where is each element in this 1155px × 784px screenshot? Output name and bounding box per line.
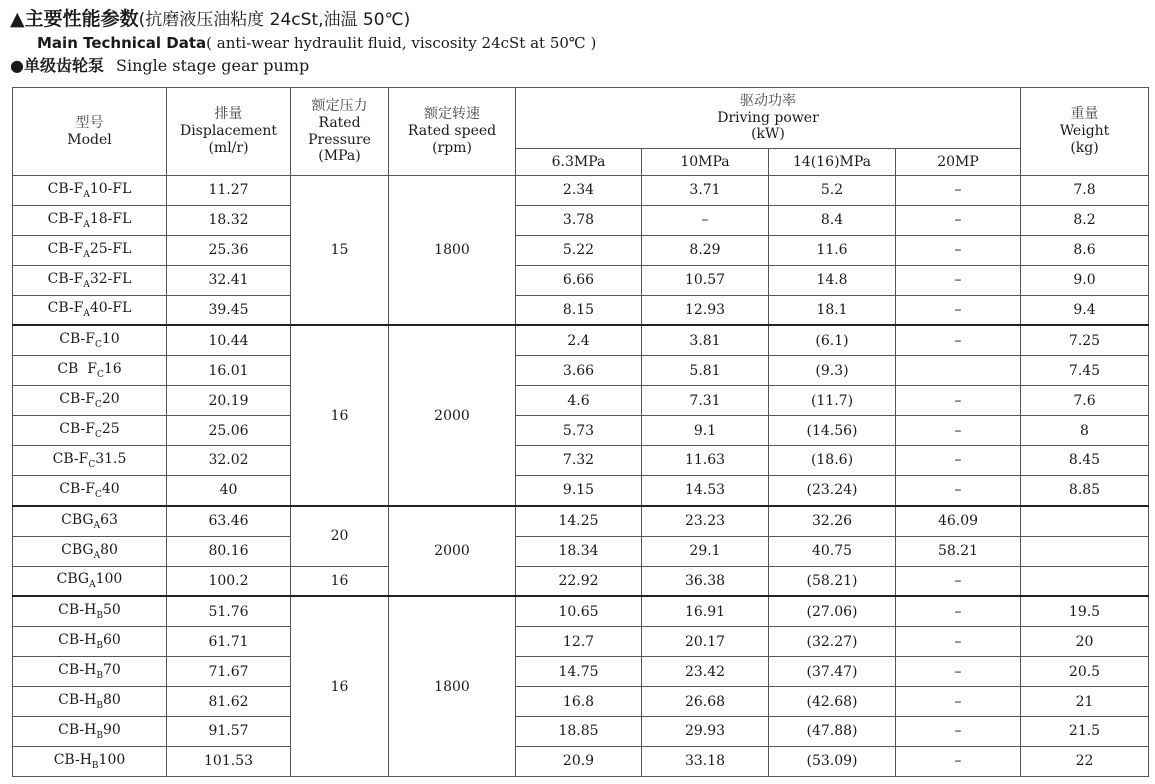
- power-20mp-cell: 58.21: [896, 536, 1021, 566]
- power-6-3mpa-cell: 2.4: [516, 325, 642, 355]
- model-cell: $CB-F_A18-FL$: [13, 205, 167, 235]
- power-14-16mpa-cell: (18.6): [769, 446, 896, 476]
- power-6-3mpa-cell: 16.8: [516, 687, 642, 717]
- power-20mp-cell: –: [896, 295, 1021, 325]
- title-cn-sub: (抗磨液压油粘度 24cSt,油温 50℃): [138, 10, 411, 30]
- power-20mp-cell: –: [896, 746, 1021, 776]
- power-20mp-cell: –: [896, 446, 1021, 476]
- power-10mpa-cell: 16.91: [642, 596, 769, 626]
- power-6-3mpa-cell: 9.15: [516, 475, 642, 505]
- header-driving-power: 驱动功率 Driving power (kW): [516, 88, 1021, 149]
- power-10mpa-cell: 12.93: [642, 295, 769, 325]
- power-6-3mpa-cell: 3.78: [516, 205, 642, 235]
- speed-cell: 1800: [389, 596, 516, 776]
- power-6-3mpa-cell: 5.73: [516, 416, 642, 446]
- table-row: [13, 356, 1149, 386]
- power-10mpa-cell: 36.38: [642, 566, 769, 596]
- power-10mpa-cell: –: [642, 205, 769, 235]
- model-cell: $CB-F_A40-FL$: [13, 295, 167, 325]
- model-cell: $CBG_A63$: [13, 506, 167, 536]
- weight-cell: 7.6: [1021, 386, 1149, 416]
- speed-cell: 2000: [389, 325, 516, 505]
- displacement-cell: 61.71: [167, 627, 291, 657]
- power-10mpa-cell: 11.63: [642, 446, 769, 476]
- table-row: [13, 325, 1149, 355]
- model-cell: $CB-F_C20$: [13, 386, 167, 416]
- table-row: [13, 746, 1149, 776]
- weight-cell: 7.8: [1021, 176, 1149, 206]
- weight-cell: 19.5: [1021, 596, 1149, 626]
- power-14-16mpa-cell: 8.4: [769, 205, 896, 235]
- power-20mp-cell: [896, 356, 1021, 386]
- displacement-cell: 11.27: [167, 176, 291, 206]
- header-rated-pressure: 额定压力 Rated Pressure (MPa): [291, 88, 389, 176]
- power-10mpa-cell: 14.53: [642, 475, 769, 505]
- power-6-3mpa-cell: 6.66: [516, 265, 642, 295]
- displacement-cell: 10.44: [167, 325, 291, 355]
- weight-cell: 7.45: [1021, 356, 1149, 386]
- weight-cell: 20.5: [1021, 657, 1149, 687]
- displacement-cell: 63.46: [167, 506, 291, 536]
- table-row: [13, 235, 1149, 265]
- power-14-16mpa-cell: (47.88): [769, 717, 896, 747]
- spec-table: [12, 87, 1149, 777]
- section-heading: [10, 54, 1150, 78]
- model-cell: $CB-F_A32-FL$: [13, 265, 167, 295]
- bullet-dot-icon: ●: [10, 56, 24, 75]
- power-10mpa-cell: 10.57: [642, 265, 769, 295]
- power-6-3mpa-cell: 10.65: [516, 596, 642, 626]
- weight-cell: 9.4: [1021, 295, 1149, 325]
- table-row: [13, 416, 1149, 446]
- table-row: [13, 627, 1149, 657]
- table-row: [13, 446, 1149, 476]
- power-14-16mpa-cell: (27.06): [769, 596, 896, 626]
- pressure-cell: 16: [291, 566, 389, 596]
- weight-cell: 7.25: [1021, 325, 1149, 355]
- weight-cell: [1021, 506, 1149, 536]
- header-power-14-16mpa: 14(16)MPa: [769, 149, 896, 176]
- table-row: [13, 295, 1149, 325]
- power-14-16mpa-cell: 18.1: [769, 295, 896, 325]
- power-10mpa-cell: 23.42: [642, 657, 769, 687]
- power-6-3mpa-cell: 8.15: [516, 295, 642, 325]
- power-14-16mpa-cell: (6.1): [769, 325, 896, 355]
- power-10mpa-cell: 23.23: [642, 506, 769, 536]
- displacement-cell: 40: [167, 475, 291, 505]
- table-header: [13, 88, 1149, 176]
- displacement-cell: 81.62: [167, 687, 291, 717]
- displacement-cell: 51.76: [167, 596, 291, 626]
- pressure-cell: 20: [291, 506, 389, 566]
- weight-cell: 8.85: [1021, 475, 1149, 505]
- power-10mpa-cell: 3.81: [642, 325, 769, 355]
- model-cell: $CB-F_A25-FL$: [13, 235, 167, 265]
- header-displacement: 排量 Displacement (ml/r): [167, 88, 291, 176]
- power-14-16mpa-cell: (9.3): [769, 356, 896, 386]
- table-row: [13, 596, 1149, 626]
- displacement-cell: 25.36: [167, 235, 291, 265]
- header-model: 型号 Model: [13, 88, 167, 176]
- table-row: [13, 386, 1149, 416]
- table-row: [13, 687, 1149, 717]
- table-row: [13, 536, 1149, 566]
- power-20mp-cell: 46.09: [896, 506, 1021, 536]
- power-10mpa-cell: 20.17: [642, 627, 769, 657]
- pressure-cell: 16: [291, 596, 389, 776]
- weight-cell: [1021, 566, 1149, 596]
- header-weight: 重量 Weight (kg): [1021, 88, 1149, 176]
- displacement-cell: 16.01: [167, 356, 291, 386]
- weight-cell: 20: [1021, 627, 1149, 657]
- title-line-cn: [10, 6, 1150, 32]
- displacement-cell: 80.16: [167, 536, 291, 566]
- power-14-16mpa-cell: 14.8: [769, 265, 896, 295]
- power-20mp-cell: –: [896, 176, 1021, 206]
- model-cell: CB $F_C16$: [13, 356, 167, 386]
- displacement-cell: 20.19: [167, 386, 291, 416]
- table-row: [13, 506, 1149, 536]
- model-cell: $CB-F_C40$: [13, 475, 167, 505]
- power-6-3mpa-cell: 3.66: [516, 356, 642, 386]
- table-row: [13, 265, 1149, 295]
- power-10mpa-cell: 3.71: [642, 176, 769, 206]
- header-power-6-3mpa: 6.3MPa: [516, 149, 642, 176]
- power-6-3mpa-cell: 12.7: [516, 627, 642, 657]
- model-cell: $CB-H_B90$: [13, 717, 167, 747]
- power-6-3mpa-cell: 18.34: [516, 536, 642, 566]
- power-20mp-cell: –: [896, 205, 1021, 235]
- power-20mp-cell: –: [896, 717, 1021, 747]
- power-14-16mpa-cell: 11.6: [769, 235, 896, 265]
- power-10mpa-cell: 33.18: [642, 746, 769, 776]
- displacement-cell: 71.67: [167, 657, 291, 687]
- triangle-marker-icon: ▲: [10, 8, 25, 30]
- header-power-10mpa: 10MPa: [642, 149, 769, 176]
- power-14-16mpa-cell: (42.68): [769, 687, 896, 717]
- table-row: [13, 176, 1149, 206]
- power-14-16mpa-cell: 5.2: [769, 176, 896, 206]
- power-14-16mpa-cell: 32.26: [769, 506, 896, 536]
- power-10mpa-cell: 8.29: [642, 235, 769, 265]
- power-10mpa-cell: 9.1: [642, 416, 769, 446]
- displacement-cell: 39.45: [167, 295, 291, 325]
- pressure-cell: 15: [291, 176, 389, 326]
- model-cell: $CB-F_C25$: [13, 416, 167, 446]
- weight-cell: 8: [1021, 416, 1149, 446]
- displacement-cell: 100.2: [167, 566, 291, 596]
- model-cell: $CBG_A80$: [13, 536, 167, 566]
- displacement-cell: 101.53: [167, 746, 291, 776]
- weight-cell: [1021, 536, 1149, 566]
- power-20mp-cell: –: [896, 657, 1021, 687]
- weight-cell: 8.45: [1021, 446, 1149, 476]
- page-header: [10, 6, 1150, 78]
- power-6-3mpa-cell: 14.25: [516, 506, 642, 536]
- power-6-3mpa-cell: 22.92: [516, 566, 642, 596]
- speed-cell: 2000: [389, 506, 516, 597]
- power-20mp-cell: –: [896, 265, 1021, 295]
- displacement-cell: 32.41: [167, 265, 291, 295]
- table-body: [13, 176, 1149, 777]
- displacement-cell: 32.02: [167, 446, 291, 476]
- power-20mp-cell: –: [896, 386, 1021, 416]
- power-10mpa-cell: 26.68: [642, 687, 769, 717]
- speed-cell: 1800: [389, 176, 516, 326]
- power-20mp-cell: –: [896, 596, 1021, 626]
- weight-cell: 8.6: [1021, 235, 1149, 265]
- model-cell: $CB-F_C10$: [13, 325, 167, 355]
- title-line-en: [37, 32, 1150, 54]
- power-20mp-cell: –: [896, 325, 1021, 355]
- model-cell: $CB-H_B80$: [13, 687, 167, 717]
- power-14-16mpa-cell: (11.7): [769, 386, 896, 416]
- power-6-3mpa-cell: 2.34: [516, 176, 642, 206]
- model-cell: $CB-H_B100$: [13, 746, 167, 776]
- power-10mpa-cell: 29.1: [642, 536, 769, 566]
- power-6-3mpa-cell: 7.32: [516, 446, 642, 476]
- section-title-en: Single stage gear pump: [115, 56, 310, 75]
- power-20mp-cell: –: [896, 235, 1021, 265]
- header-power-20mp: 20MP: [896, 149, 1021, 176]
- power-6-3mpa-cell: 20.9: [516, 746, 642, 776]
- pressure-cell: 16: [291, 325, 389, 505]
- weight-cell: 22: [1021, 746, 1149, 776]
- table-row: [13, 717, 1149, 747]
- title-cn: 主要性能参数: [24, 8, 139, 30]
- weight-cell: 8.2: [1021, 205, 1149, 235]
- power-10mpa-cell: 5.81: [642, 356, 769, 386]
- power-10mpa-cell: 29.93: [642, 717, 769, 747]
- displacement-cell: 18.32: [167, 205, 291, 235]
- weight-cell: 9.0: [1021, 265, 1149, 295]
- power-20mp-cell: –: [896, 687, 1021, 717]
- power-14-16mpa-cell: (32.27): [769, 627, 896, 657]
- table-row: [13, 475, 1149, 505]
- table-row: [13, 566, 1149, 596]
- title-en-sub: ( anti-wear hydraulit fluid, viscosity 24cSt at 50℃ ): [206, 34, 597, 52]
- model-cell: $CB-H_B60$: [13, 627, 167, 657]
- power-20mp-cell: –: [896, 475, 1021, 505]
- displacement-cell: 25.06: [167, 416, 291, 446]
- model-cell: $CB-F_A10-FL$: [13, 176, 167, 206]
- model-cell: $CB-F_C31.5$: [13, 446, 167, 476]
- power-6-3mpa-cell: 5.22: [516, 235, 642, 265]
- model-cell: $CB-H_B70$: [13, 657, 167, 687]
- displacement-cell: 91.57: [167, 717, 291, 747]
- table-row: [13, 205, 1149, 235]
- section-title-cn: 单级齿轮泵: [23, 56, 104, 75]
- power-20mp-cell: –: [896, 566, 1021, 596]
- title-en: Main Technical Data: [37, 34, 207, 52]
- header-rated-speed: 额定转速 Rated speed (rpm): [389, 88, 516, 176]
- power-10mpa-cell: 7.31: [642, 386, 769, 416]
- power-20mp-cell: –: [896, 627, 1021, 657]
- weight-cell: 21: [1021, 687, 1149, 717]
- model-cell: $CB-H_B50$: [13, 596, 167, 626]
- model-cell: $CBG_A100$: [13, 566, 167, 596]
- power-6-3mpa-cell: 14.75: [516, 657, 642, 687]
- power-14-16mpa-cell: (14.56): [769, 416, 896, 446]
- power-14-16mpa-cell: (58.21): [769, 566, 896, 596]
- power-14-16mpa-cell: 40.75: [769, 536, 896, 566]
- table-row: [13, 657, 1149, 687]
- weight-cell: 21.5: [1021, 717, 1149, 747]
- power-20mp-cell: –: [896, 416, 1021, 446]
- power-14-16mpa-cell: (23.24): [769, 475, 896, 505]
- power-14-16mpa-cell: (53.09): [769, 746, 896, 776]
- power-14-16mpa-cell: (37.47): [769, 657, 896, 687]
- power-6-3mpa-cell: 4.6: [516, 386, 642, 416]
- power-6-3mpa-cell: 18.85: [516, 717, 642, 747]
